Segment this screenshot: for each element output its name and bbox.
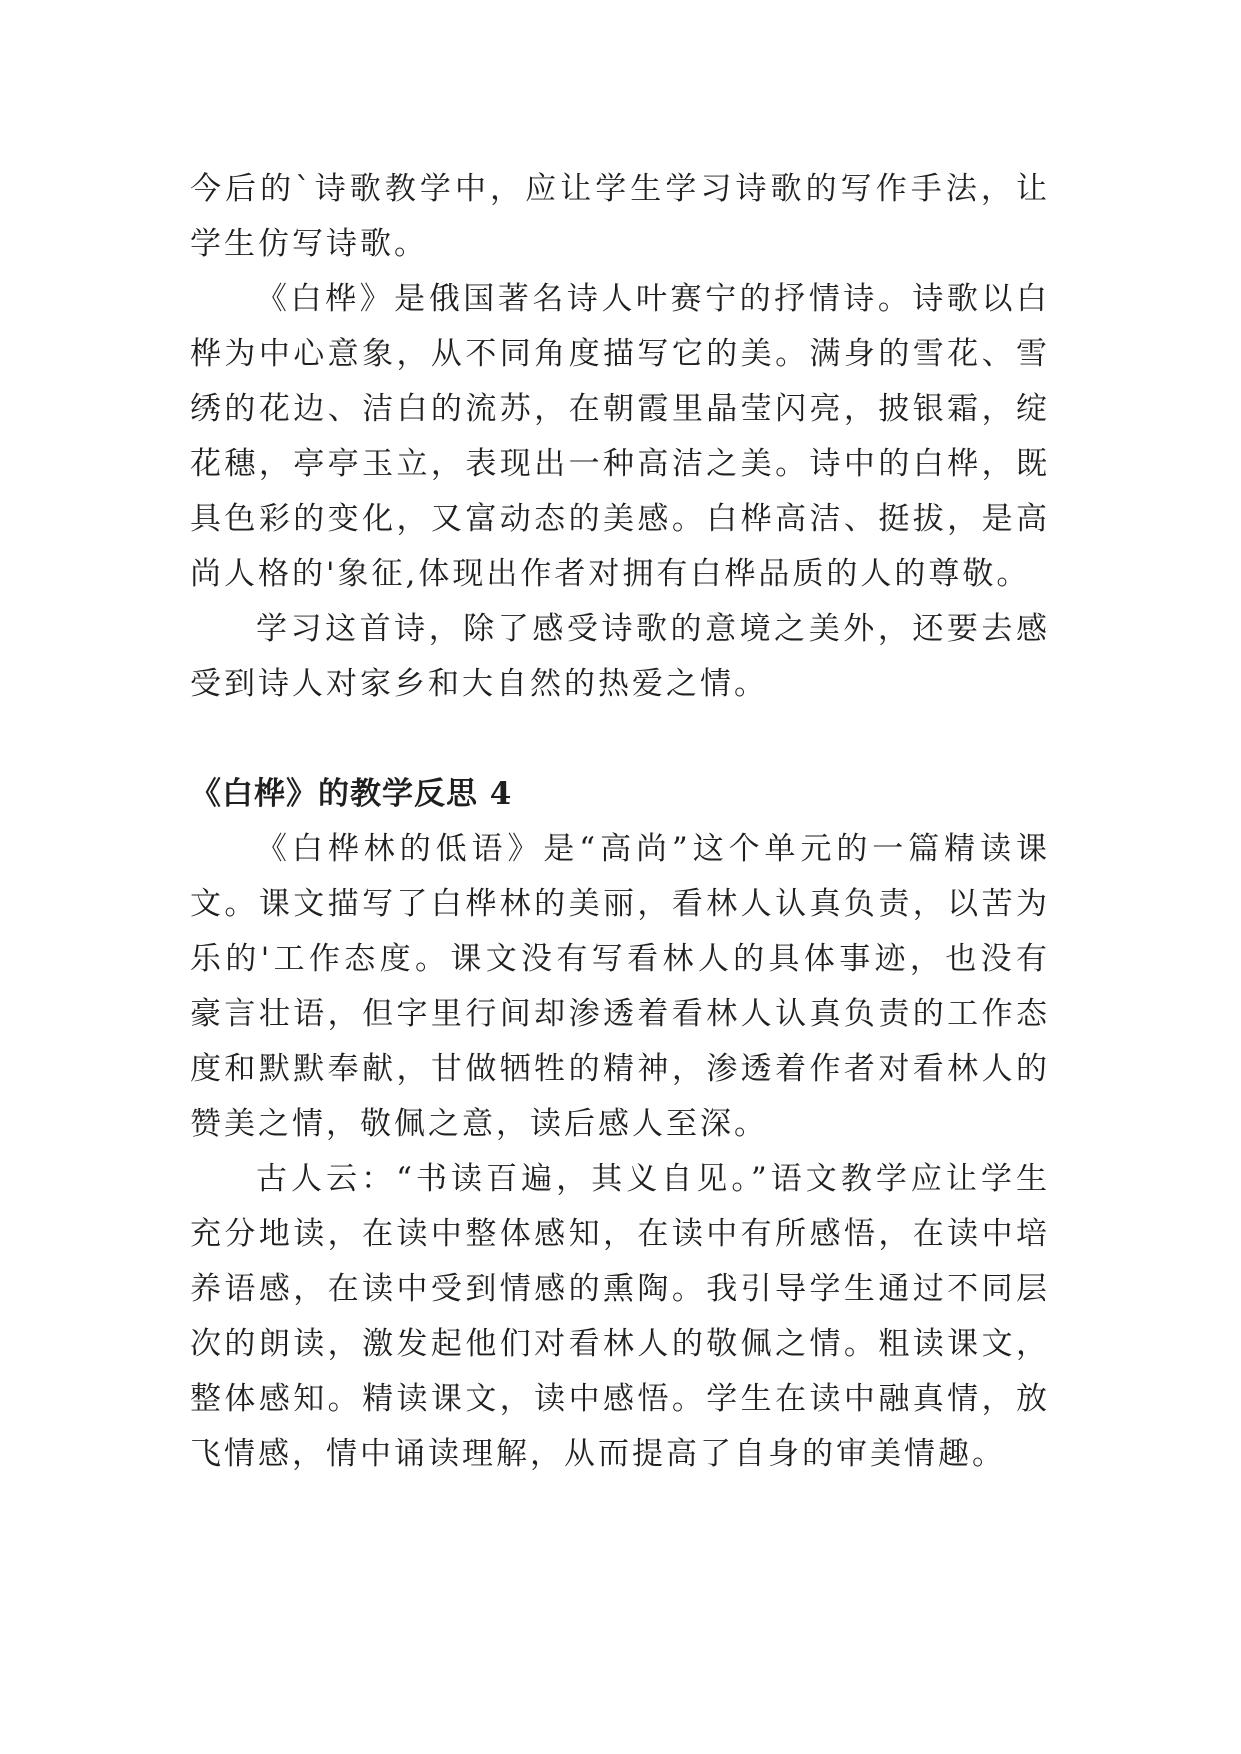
document-body <box>190 162 1050 1482</box>
paragraph-reading-method: 古人云：“书读百遍，其义自见。”语文教学应让学生充分地读，在读中整体感知，在读中有所感悟，在读中培养语感，在读中受到情感的熏陶。我引导学生通过不同层次的朗读，激发起他们对看林人的敬佩之情。粗读课文，整体感知。精读课文，读中感悟。学生在读中融真情，放飞情感，情中诵读理解，从而提高了自身的审美情趣。 <box>190 1161 1050 1472</box>
section-title: 《白桦》的教学反思 4 <box>190 776 513 812</box>
paragraph-continuation: 今后的`诗歌教学中，应让学生学习诗歌的写作手法，让学生仿写诗歌。 <box>190 171 1050 262</box>
paragraph-lesson-intro: 《白桦林的低语》是“高尚”这个单元的一篇精读课文。课文描写了白桦林的美丽，看林人认真负责，以苦为乐的'工作态度。课文没有写看林人的具体事迹，也没有豪言壮语，但字里行间却渗透着看林人认真负责的工作态度和默默奉献，甘做牺牲的精神，渗透着作者对看林人的赞美之情，敬佩之意，读后感人至深。 <box>190 831 1050 1142</box>
paragraph-learning-goal: 学习这首诗，除了感受诗歌的意境之美外，还要去感受到诗人对家乡和大自然的热爱之情。 <box>190 611 1050 702</box>
paragraph-poem-analysis: 《白桦》是俄国著名诗人叶赛宁的抒情诗。诗歌以白桦为中心意象，从不同角度描写它的美。满身的雪花、雪绣的花边、洁白的流苏，在朝霞里晶莹闪亮，披银霜，绽花穗，亭亭玉立，表现出一种高洁之美。诗中的白桦，既具色彩的变化，又富动态的美感。白桦高洁、挺拔，是高尚人格的'象征,体现出作者对拥有白桦品质的人的尊敬。 <box>190 281 1050 592</box>
